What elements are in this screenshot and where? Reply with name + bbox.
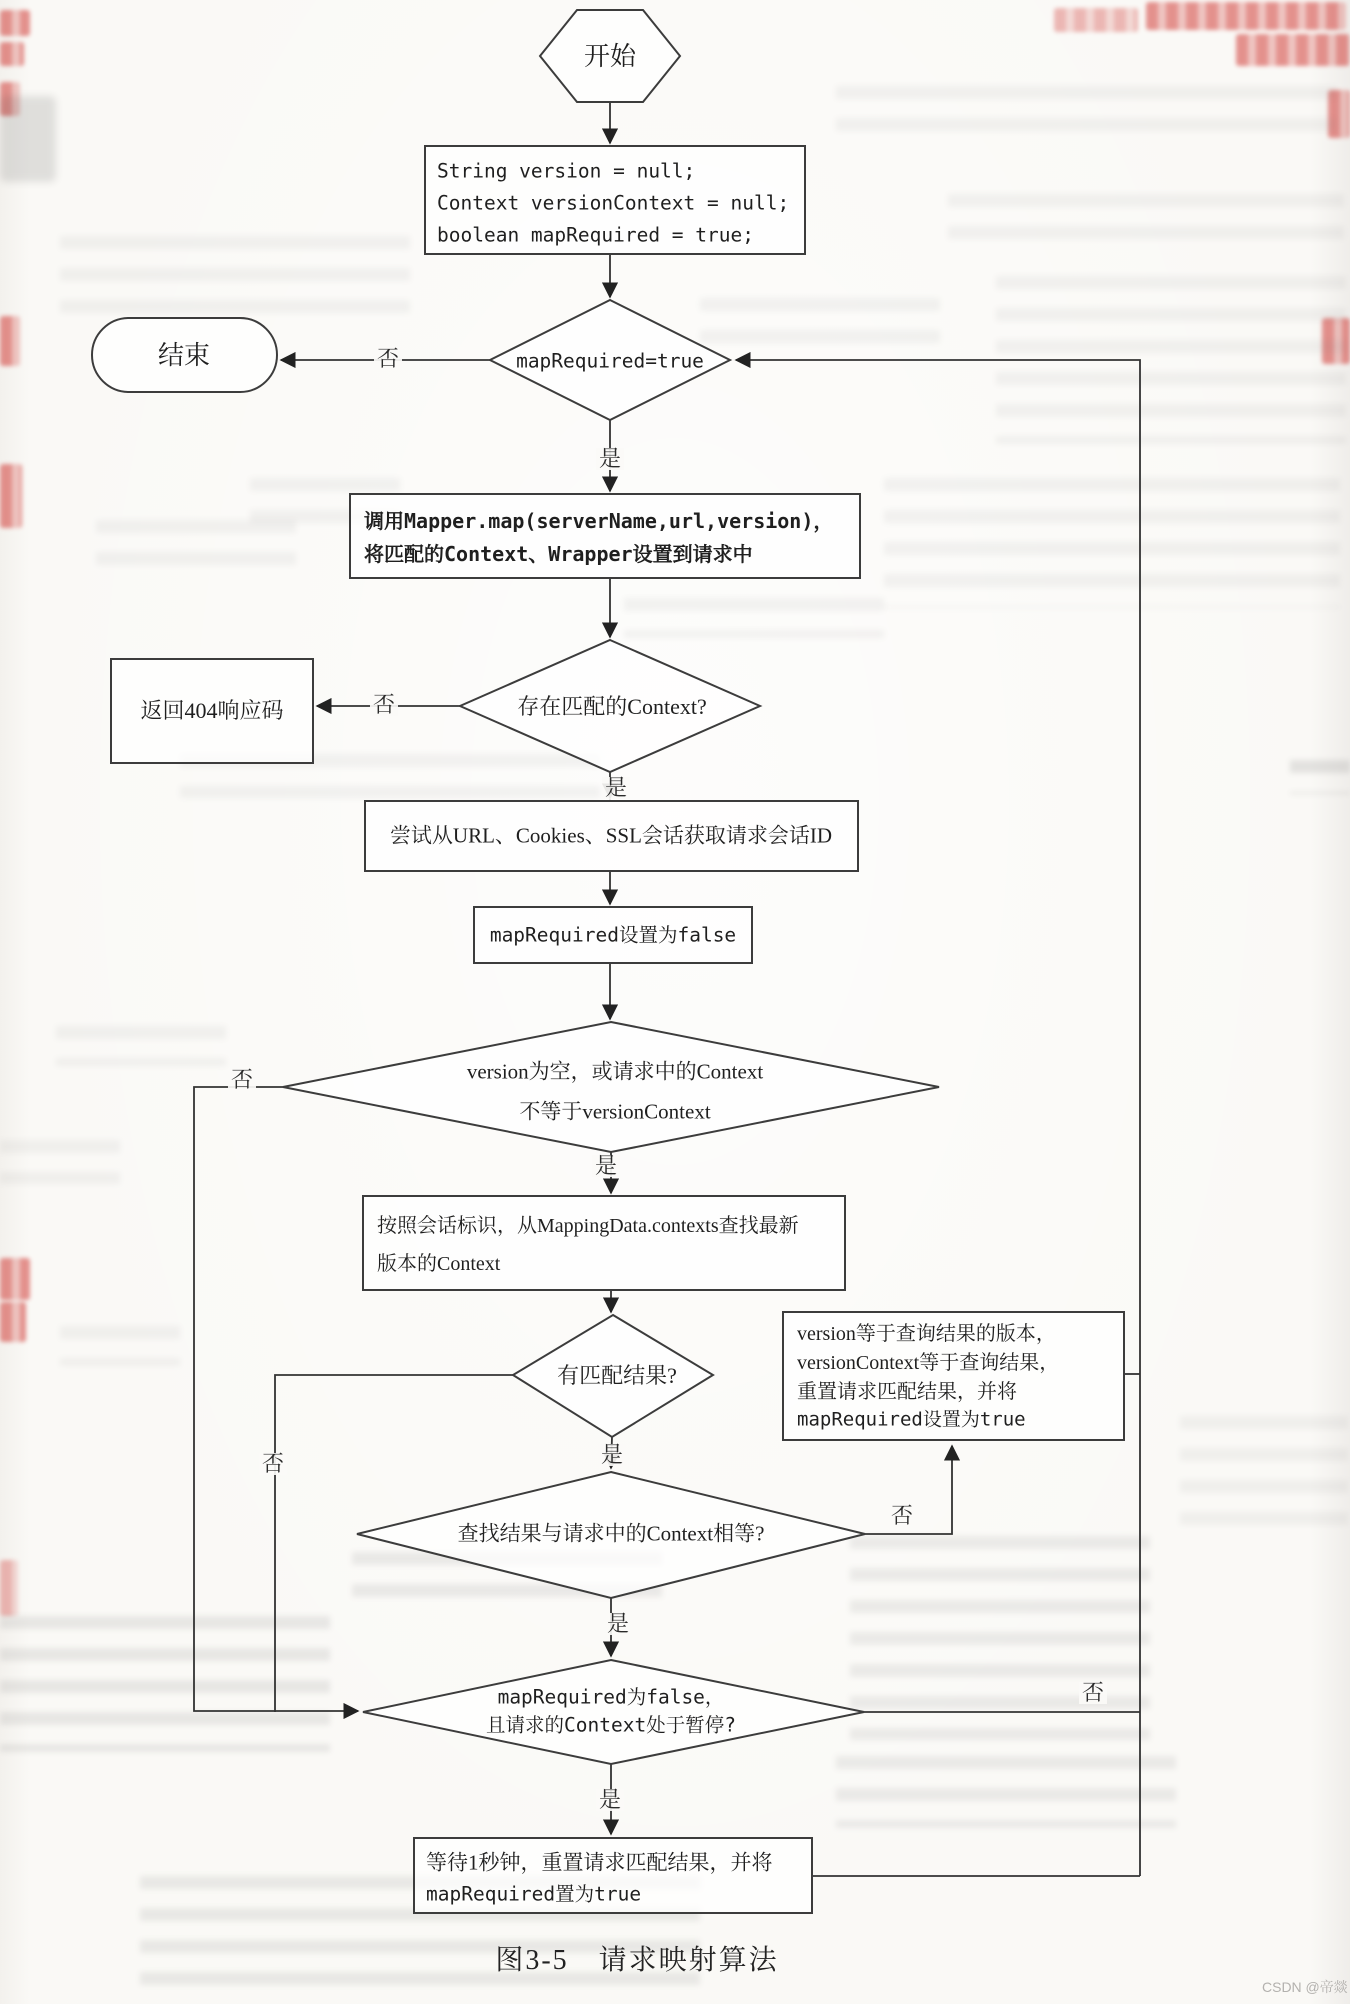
init-line-2: Context versionContext = null;: [437, 191, 790, 215]
init-line-1: String version = null;: [437, 159, 696, 183]
edge-label-no-context-match: 否: [370, 694, 398, 716]
edge-label-yes-has-result: 是: [598, 1444, 626, 1466]
edge-label-yes-equal-context: 是: [604, 1613, 632, 1635]
edge-label-no-equal-context: 否: [888, 1505, 916, 1527]
paused-line-2: 且请求的Context处于暂停?: [486, 1713, 736, 1737]
start-label: 开始: [583, 42, 637, 71]
edge-label-yes-version-empty: 是: [592, 1155, 620, 1177]
has-result-label: 有匹配结果?: [557, 1363, 677, 1388]
set-false-label: mapRequired设置为false: [489, 923, 737, 947]
edge-label-yes-paused: 是: [596, 1789, 624, 1811]
version-empty-line-2: 不等于versionContext: [519, 1099, 711, 1124]
edge-label-yes-map-required: 是: [596, 448, 624, 470]
call-mapper-line-2: 将匹配的Context、Wrapper设置到请求中: [364, 542, 753, 566]
csdn-watermark: CSDN @帝燚: [1262, 1979, 1348, 1995]
init-line-3: boolean mapRequired = true;: [437, 223, 754, 247]
edge-label-no-version-empty: 否: [228, 1069, 256, 1091]
end-label: 结束: [157, 341, 211, 370]
wait-line-1: 等待1秒钟，重置请求匹配结果，并将: [426, 1850, 773, 1875]
wait-line-2: mapRequired置为true: [426, 1882, 642, 1906]
resp-404-label: 返回404响应码: [140, 698, 284, 723]
paused-line-1: mapRequired为false，: [497, 1685, 725, 1709]
query-latest-line-1: 按照会话标识，从MappingData.contexts查找最新: [377, 1215, 799, 1237]
edge-label-no-map-required: 否: [374, 348, 402, 370]
version-empty-diamond: [283, 1022, 939, 1152]
get-session-label: 尝试从URL、Cookies、SSL会话获取请求会话ID: [389, 823, 833, 848]
version-empty-line-1: version为空，或请求中的Context: [466, 1059, 764, 1084]
call-mapper-line-1: 调用Mapper.map(serverName,url,version)，: [364, 509, 834, 533]
figure-caption: 图3-5 请求映射算法: [495, 1945, 779, 1976]
update-version-line-4: mapRequired设置为true: [797, 1408, 1026, 1431]
update-version-line-1: version等于查询结果的版本，: [797, 1323, 1056, 1345]
edge-label-yes-context-match: 是: [602, 777, 630, 799]
edge-label-no-has-result: 否: [259, 1453, 287, 1475]
update-version-line-3: 重置请求匹配结果，并将: [797, 1381, 1017, 1403]
query-latest-line-2: 版本的Context: [377, 1253, 501, 1275]
map-required-label: mapRequired=true: [516, 349, 704, 373]
edge-label-no-paused: 否: [1079, 1682, 1107, 1704]
equal-context-label: 查找结果与请求中的Context相等?: [457, 1521, 765, 1546]
query-latest-box: [363, 1196, 845, 1290]
context-match-label: 存在匹配的Context?: [517, 694, 707, 719]
paused-diamond: [363, 1660, 864, 1764]
update-version-line-2: versionContext等于查询结果，: [797, 1352, 1060, 1374]
edge-loopback-trunk: [736, 360, 1140, 1876]
edge-version-no: [194, 1087, 358, 1711]
